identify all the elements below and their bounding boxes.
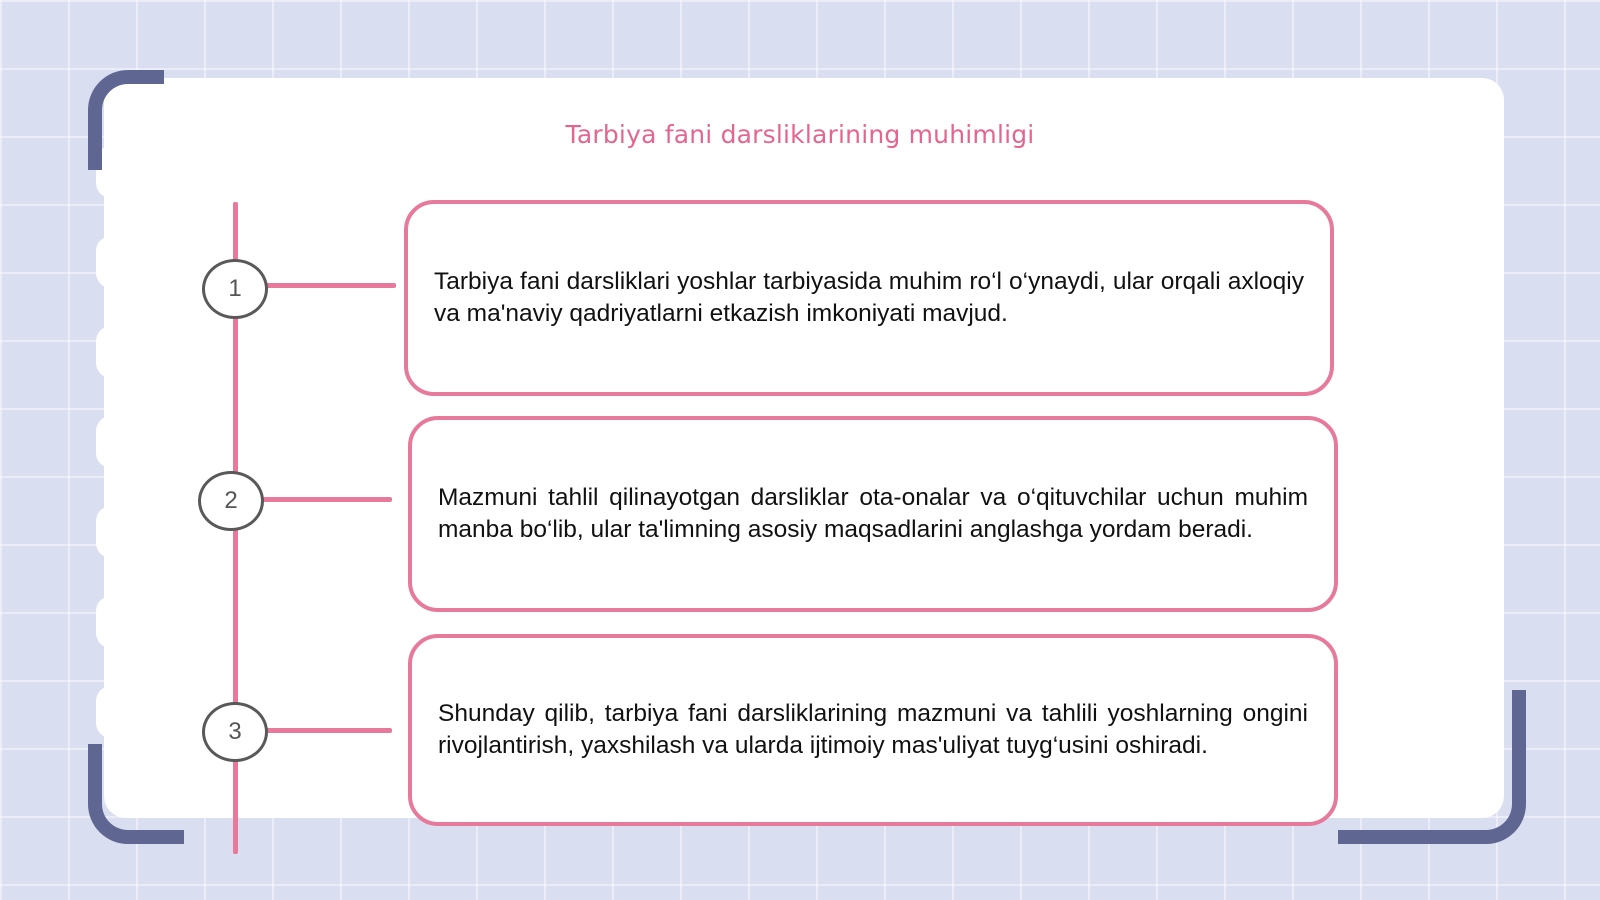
step-card-text: Tarbiya fani darsliklari yoshlar tarbiyasida muhim ro‘l o‘ynaydi, ular orqali axloqiy va ma'naviy qadriyatlarni etkazish imkoniyati mavjud. (434, 268, 1304, 327)
frame-corner-bottom-left (88, 744, 184, 844)
paper-scallop (96, 686, 126, 738)
step-card (404, 200, 1334, 396)
paper-scallop (96, 506, 126, 558)
step-number-circle: 2 (198, 471, 264, 531)
step-number-circle: 1 (202, 259, 268, 319)
step-card (408, 634, 1338, 826)
paper-scallop (96, 596, 126, 648)
timeline-connector (262, 497, 392, 502)
step-card-text: Mazmuni tahlil qilinayotgan darsliklar ota-onalar va o‘qituvchilar uchun muhim manba bo‘lib, ular ta'limning asosiy maqsadlarini anglashga yordam beradi. (438, 484, 1308, 543)
step-card-text: Shunday qilib, tarbiya fani darsliklarining mazmuni va tahlili yoshlarning ongini rivojlantirish, yaxshilash va ularda ijtimoiy mas'uliyat tuyg‘usini oshiradi. (438, 700, 1308, 759)
frame-corner-bottom-right (1338, 690, 1526, 844)
timeline-connector (266, 283, 396, 288)
slide-title: Tarbiya fani darsliklarining muhimligi (565, 120, 1035, 149)
paper-scallop (96, 326, 126, 378)
timeline-connector (266, 728, 392, 733)
paper-scallop (96, 416, 126, 468)
step-card (408, 416, 1338, 612)
paper-scallop (96, 236, 126, 288)
step-number-circle: 3 (202, 702, 268, 762)
